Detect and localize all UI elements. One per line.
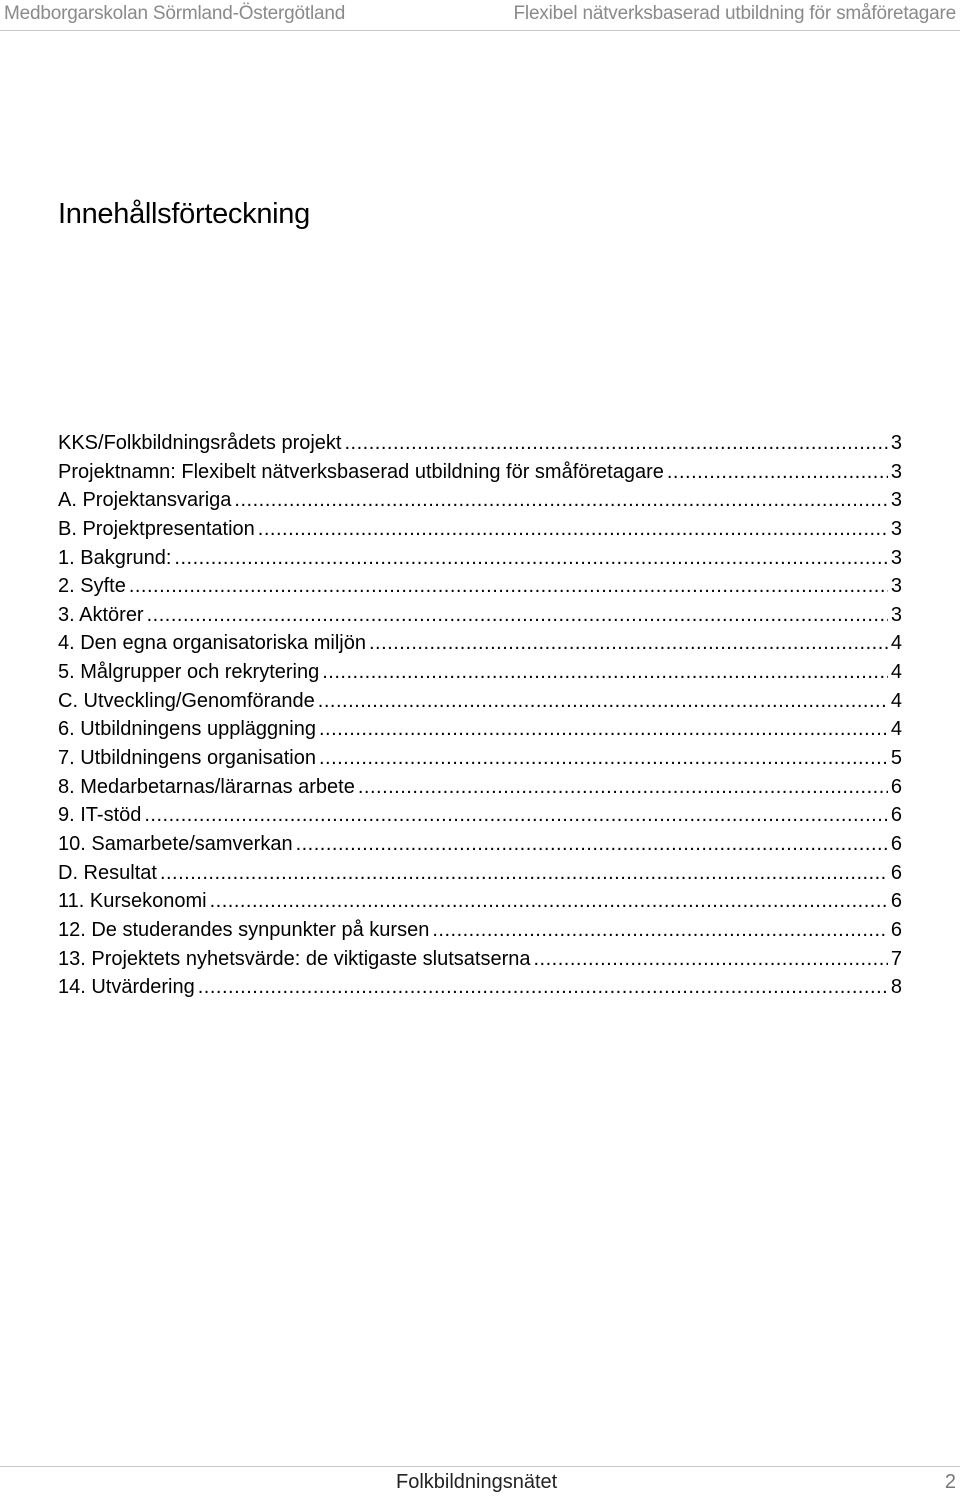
toc-entry-page: 8 bbox=[890, 976, 902, 999]
toc-entry[interactable] bbox=[58, 945, 902, 974]
toc-dot-leader bbox=[210, 887, 888, 916]
toc-entry-label: 14. Utvärdering bbox=[58, 976, 195, 999]
toc-dot-leader bbox=[296, 830, 888, 859]
toc-entry[interactable] bbox=[58, 629, 902, 658]
toc-entry-label: 10. Samarbete/samverkan bbox=[58, 832, 293, 855]
toc-entry[interactable] bbox=[58, 515, 902, 544]
toc-dot-leader bbox=[174, 544, 887, 573]
toc-entry-page: 4 bbox=[890, 689, 902, 712]
footer-page-number: 2 bbox=[944, 1471, 956, 1493]
toc-entry-page: 6 bbox=[890, 890, 902, 913]
toc-entry-page: 3 bbox=[890, 517, 902, 540]
toc-entry[interactable] bbox=[58, 830, 902, 859]
toc-dot-leader bbox=[129, 572, 888, 601]
toc-dot-leader bbox=[322, 658, 888, 687]
toc-entry-page: 4 bbox=[890, 661, 902, 684]
toc-entry[interactable] bbox=[58, 859, 902, 888]
header-document-title: Flexibel nätverksbaserad utbildning för småföretagare bbox=[513, 3, 956, 24]
toc-entry-page: 3 bbox=[890, 575, 902, 598]
toc-entry-label: 11. Kursekonomi bbox=[58, 890, 207, 913]
toc-entry-label: 13. Projektets nyhetsvärde: de viktigaste slutsatserna bbox=[58, 947, 531, 970]
toc-entry[interactable] bbox=[58, 658, 902, 687]
toc-dot-leader bbox=[318, 687, 888, 716]
toc-entry-page: 4 bbox=[890, 632, 902, 655]
toc-entry-label: KKS/Folkbildningsrådets projekt bbox=[58, 432, 342, 454]
toc-entry-label: 1. Bakgrund: bbox=[58, 546, 172, 569]
toc-entry[interactable] bbox=[58, 916, 902, 945]
toc-entry-page: 3 bbox=[890, 460, 902, 483]
toc-entry[interactable] bbox=[58, 715, 902, 744]
page-footer bbox=[0, 1466, 960, 1498]
toc-entry-label: 8. Medarbetarnas/lärarnas arbete bbox=[58, 775, 355, 798]
toc-dot-leader bbox=[258, 515, 888, 544]
toc-entry[interactable] bbox=[58, 458, 902, 487]
toc-entry[interactable] bbox=[58, 572, 902, 601]
toc-entry-label: 6. Utbildningens uppläggning bbox=[58, 718, 316, 741]
toc-dot-leader bbox=[144, 801, 888, 830]
toc-entry[interactable] bbox=[58, 773, 902, 802]
toc-dot-leader bbox=[358, 773, 888, 802]
toc-entry-label: Projektnamn: Flexibelt nätverksbaserad utbildning för småföretagare bbox=[58, 460, 664, 483]
toc-entry-page: 5 bbox=[890, 747, 902, 770]
toc-entry[interactable] bbox=[58, 486, 902, 515]
toc-entry[interactable] bbox=[58, 429, 902, 458]
toc-entry-page: 4 bbox=[890, 718, 902, 741]
toc-entry[interactable] bbox=[58, 687, 902, 716]
toc-dot-leader bbox=[234, 486, 887, 515]
toc-entry-label: A. Projektansvariga bbox=[58, 489, 232, 512]
toc-entry[interactable] bbox=[58, 887, 902, 916]
toc-entry-label: 2. Syfte bbox=[58, 575, 126, 598]
toc-entry-page: 6 bbox=[890, 918, 902, 941]
toc-entry-label: D. Resultat bbox=[58, 861, 157, 884]
toc-entry-page: 6 bbox=[890, 804, 902, 827]
toc-entry-page: 6 bbox=[890, 861, 902, 884]
header-organization: Medborgarskolan Sörmland-Östergötland bbox=[4, 3, 346, 24]
toc-entry-label: 9. IT-stöd bbox=[58, 804, 142, 827]
toc-entry-label: 3. Aktörer bbox=[58, 603, 144, 626]
toc-entry[interactable] bbox=[58, 744, 902, 773]
toc-dot-leader bbox=[198, 973, 888, 1002]
toc-entry-label: 5. Målgrupper och rekrytering bbox=[58, 661, 320, 684]
toc-entry[interactable] bbox=[58, 544, 902, 573]
toc-dot-leader bbox=[319, 744, 888, 773]
toc-entry[interactable] bbox=[58, 973, 902, 1002]
toc-entry[interactable] bbox=[58, 801, 902, 830]
toc-heading: Innehållsförteckning bbox=[58, 198, 310, 230]
toc-dot-leader bbox=[369, 629, 888, 658]
toc-dot-leader bbox=[319, 715, 888, 744]
footer-publisher: Folkbildningsnätet bbox=[396, 1471, 558, 1493]
toc-entry-page: 7 bbox=[890, 947, 902, 970]
toc-entry-label: 4. Den egna organisatoriska miljön bbox=[58, 632, 366, 655]
toc-entry-page: 3 bbox=[890, 603, 902, 626]
page-header bbox=[0, 0, 960, 31]
toc-entry-label: 7. Utbildningens organisation bbox=[58, 747, 316, 770]
toc-entry-label: B. Projektpresentation bbox=[58, 517, 255, 540]
toc-dot-leader bbox=[147, 601, 888, 630]
toc-dot-leader bbox=[432, 916, 888, 945]
toc-dot-leader bbox=[160, 859, 888, 888]
toc-entry[interactable] bbox=[58, 601, 902, 630]
toc-entry-page: 3 bbox=[890, 432, 902, 454]
toc-dot-leader bbox=[667, 458, 888, 487]
table-of-contents bbox=[58, 429, 902, 1002]
toc-entry-page: 6 bbox=[890, 832, 902, 855]
toc-entry-label: 12. De studerandes synpunkter på kursen bbox=[58, 918, 430, 941]
toc-dot-leader bbox=[533, 945, 887, 974]
toc-entry-label: C. Utveckling/Genomförande bbox=[58, 689, 315, 712]
toc-entry-page: 6 bbox=[890, 775, 902, 798]
toc-entry-page: 3 bbox=[890, 489, 902, 512]
toc-entry-page: 3 bbox=[890, 546, 902, 569]
toc-dot-leader bbox=[344, 429, 887, 458]
